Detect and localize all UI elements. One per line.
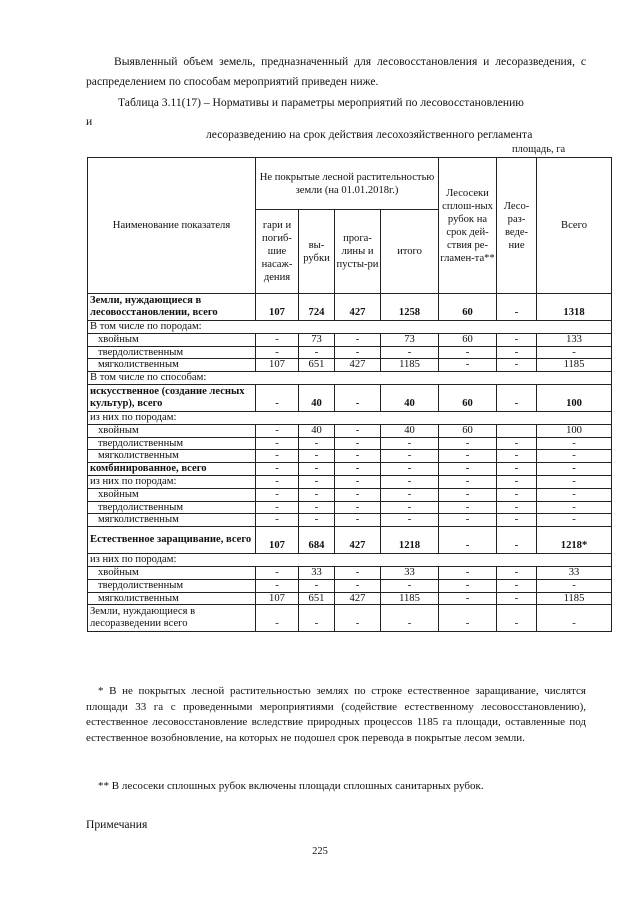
cell-value: - [537,437,612,450]
table-row [88,475,612,488]
cell-value: - [381,450,439,463]
cell-value: - [497,501,537,514]
cell-value: 724 [299,294,335,321]
header-uncovered: Не покрытые лесной растительностью земли (на 01.01.2018г.) [256,158,439,210]
cell-value: - [497,475,537,488]
row-label: твердолиственным [88,437,256,450]
cell-value: - [335,450,381,463]
cell-value: - [299,514,335,527]
cell-value: - [497,359,537,372]
header-total: Всего [537,158,612,294]
cell-value: - [256,463,299,476]
cell-value: - [335,424,381,437]
row-label: из них по породам: [88,475,256,488]
cell-value: - [439,475,497,488]
cell-value: - [256,501,299,514]
row-label: мягколиственным [88,450,256,463]
cell-value: 73 [381,333,439,346]
cell-value: 40 [381,424,439,437]
header-cuts: вы-рубки [299,210,335,294]
cell-value: - [439,527,497,554]
table-row [88,579,612,592]
cell-value: - [335,463,381,476]
cell-value: - [299,605,335,632]
cell-value: 1218 [381,527,439,554]
cell-value: - [439,488,497,501]
cell-value: - [335,579,381,592]
row-label: В том числе по способам: [88,372,612,385]
cell-value: - [439,450,497,463]
table-row [88,346,612,359]
row-label: Земли, нуждающиеся в лесовосстановлении, всего [88,294,256,321]
cell-value: 33 [537,566,612,579]
header-afforestation: Лесо-раз-веде-ние [497,158,537,294]
table-row [88,566,612,579]
cell-value: - [335,566,381,579]
table-row [88,592,612,605]
cell-value: - [439,437,497,450]
cell-value: 427 [335,294,381,321]
cell-value: - [537,579,612,592]
cell-value: - [256,605,299,632]
cell-value: 1185 [537,359,612,372]
table-row [88,450,612,463]
table-row [88,321,612,334]
header-burned: гари и погиб-шие насаж-дения [256,210,299,294]
table-row [88,384,612,411]
cell-value: - [537,501,612,514]
notes-heading: Примечания [86,818,148,831]
cell-value: 427 [335,527,381,554]
cell-value: 40 [299,384,335,411]
cell-value: - [335,475,381,488]
row-label: мягколиственным [88,359,256,372]
row-label: твердолиственным [88,501,256,514]
table-row [88,437,612,450]
cell-value: - [439,566,497,579]
cell-value: - [497,437,537,450]
cell-value: - [335,514,381,527]
row-label: из них по породам: [88,411,612,424]
cell-value: - [537,514,612,527]
cell-value: - [256,437,299,450]
table-row [88,554,612,567]
cell-value: - [299,488,335,501]
cell-value: - [299,463,335,476]
row-label: твердолиственным [88,579,256,592]
cell-value: 427 [335,592,381,605]
table-caption-conjunction: и [86,115,93,128]
table-row [88,605,612,632]
table-row [88,514,612,527]
cell-value: - [439,605,497,632]
cell-value: - [256,424,299,437]
cell-value: 1185 [381,592,439,605]
cell-value: 1318 [537,294,612,321]
cell-value: - [335,384,381,411]
cell-value: 60 [439,333,497,346]
cell-value: - [381,463,439,476]
row-label: Естественное заращивание, всего [88,527,256,554]
cell-value: 40 [299,424,335,437]
cell-value: - [335,605,381,632]
cell-value: - [299,501,335,514]
cell-value [497,424,537,437]
cell-value: - [256,333,299,346]
cell-value: - [256,566,299,579]
cell-value: - [497,592,537,605]
table-row [88,527,612,554]
row-label: хвойным [88,424,256,437]
cell-value: - [381,501,439,514]
cell-value: - [537,475,612,488]
cell-value: - [299,346,335,359]
table-row [88,501,612,514]
cell-value: 1218* [537,527,612,554]
cell-value: - [497,294,537,321]
cell-value: - [497,605,537,632]
row-label: хвойным [88,566,256,579]
cell-value: 427 [335,359,381,372]
cell-value: 100 [537,384,612,411]
table-caption-line1: Таблица 3.11(17) – Нормативы и параметры мероприятий по лесовосстановлению [118,96,524,109]
cell-value: - [537,488,612,501]
header-glades: прога-лины и пусты-ри [335,210,381,294]
table-row [88,488,612,501]
row-label: мягколиственным [88,514,256,527]
cell-value: 1258 [381,294,439,321]
table-row [88,294,612,321]
row-label: хвойным [88,488,256,501]
footnote-double-star: ** В лесосеки сплошных рубок включены площади сплошных санитарных рубок. [98,780,484,792]
cell-value: 1185 [537,592,612,605]
cell-value: - [497,384,537,411]
cell-value: - [381,475,439,488]
row-label: из них по породам: [88,554,612,567]
cell-value: - [381,346,439,359]
cell-value: 40 [381,384,439,411]
table-row [88,333,612,346]
cell-value: 1185 [381,359,439,372]
cell-value: - [381,605,439,632]
cell-value: - [256,384,299,411]
cell-value: - [439,514,497,527]
row-label: комбинированное, всего [88,463,256,476]
cell-value: - [256,450,299,463]
cell-value: - [335,437,381,450]
cell-value: - [335,333,381,346]
page-number: 225 [312,846,328,857]
cell-value: 107 [256,527,299,554]
cell-value: - [497,333,537,346]
reforestation-table [87,157,612,632]
cell-value: - [497,566,537,579]
cell-value: 33 [381,566,439,579]
cell-value: - [439,346,497,359]
cell-value: 651 [299,359,335,372]
cell-value: - [381,488,439,501]
cell-value: - [497,527,537,554]
cell-value: - [256,514,299,527]
cell-value: - [381,514,439,527]
header-name: Наименование показателя [88,158,256,294]
table-caption-line2: лесоразведению на срок действия лесохозяйственного регламента [206,128,533,141]
cell-value: - [497,463,537,476]
cell-value: - [299,437,335,450]
cell-value: - [381,437,439,450]
table-row [88,463,612,476]
cell-value: 133 [537,333,612,346]
cell-value: 33 [299,566,335,579]
cell-value: - [497,514,537,527]
header-subtotal: итого [381,210,439,294]
cell-value: 60 [439,384,497,411]
row-label: В том числе по породам: [88,321,612,334]
cell-value: - [381,579,439,592]
cell-value: - [299,475,335,488]
cell-value: - [537,605,612,632]
cell-value: 60 [439,424,497,437]
cell-value: - [335,346,381,359]
cell-value: 684 [299,527,335,554]
cell-value: 60 [439,294,497,321]
intro-text: Выявленный объем земель, предназначенный для лесовосстановления и лесоразведения, с распределением по способам мероприятий приведен ниже. [86,55,586,88]
cell-value: 107 [256,592,299,605]
cell-value: - [256,488,299,501]
table-row [88,359,612,372]
cell-value: - [335,488,381,501]
table-row [88,424,612,437]
intro-paragraph [86,52,586,92]
cell-value: - [497,346,537,359]
table-row [88,411,612,424]
footnote-star: * В не покрытых лесной растительностью землях по строке естественное заращивание, числятся площади 33 га с проведенными мероприятиями (содействие естественному лесовосстановлению), естественное лесовосстановление вследствие природных процессов 1185 га площади, оставленные под естественное возобновление, на которых не подошел срок перевода в покрытые лесом земли. [86,685,586,744]
cell-value: - [497,579,537,592]
header-clearcut: Лесосеки сплош-ных рубок на срок дей-ствия ре-гламен-та** [439,158,497,294]
cell-value: - [439,501,497,514]
row-label: искусственное (создание лесных культур), всего [88,384,256,411]
cell-value: - [537,463,612,476]
cell-value: - [439,579,497,592]
cell-value: 107 [256,294,299,321]
cell-value: - [439,359,497,372]
row-label: твердолиственным [88,346,256,359]
cell-value: 100 [537,424,612,437]
cell-value: - [497,450,537,463]
cell-value: - [537,346,612,359]
row-label: хвойным [88,333,256,346]
cell-value: - [335,501,381,514]
table-row [88,372,612,385]
row-label: Земли, нуждающиеся в лесоразведении всего [88,605,256,632]
cell-value: 73 [299,333,335,346]
table-body [88,294,612,632]
cell-value: - [497,488,537,501]
cell-value: 107 [256,359,299,372]
cell-value: - [256,475,299,488]
cell-value: - [299,450,335,463]
table-unit: площадь, га [512,144,566,155]
cell-value: - [537,450,612,463]
row-label: мягколиственным [88,592,256,605]
cell-value: - [299,579,335,592]
cell-value: - [439,463,497,476]
cell-value: 651 [299,592,335,605]
cell-value: - [256,579,299,592]
cell-value: - [439,592,497,605]
cell-value: - [256,346,299,359]
